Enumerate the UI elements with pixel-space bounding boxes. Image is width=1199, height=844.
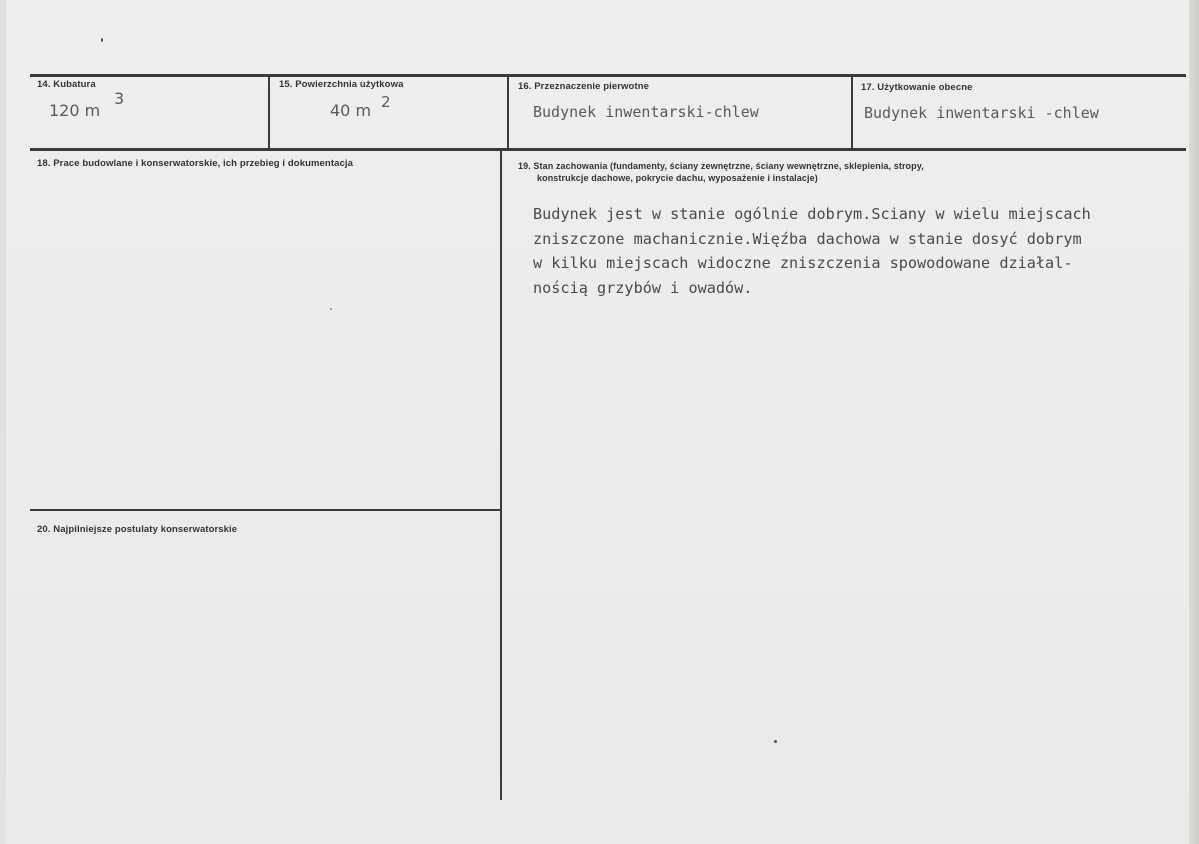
main-column-divider (500, 148, 502, 800)
field-19-text-line: Budynek jest w stanie ogólnie dobrym.Sciany w wielu miejscach (533, 205, 1091, 223)
field-19-label-line1: 19. Stan zachowania (fundamenty, ściany zewnętrzne, ściany wewnętrzne, sklepienia, stropy, (518, 161, 924, 171)
divider-16-17 (851, 74, 853, 150)
divider-14-15 (268, 74, 270, 150)
paper-speck (330, 308, 332, 310)
field-15-unit-exponent: 2 (381, 93, 391, 111)
card-left-edge (0, 0, 6, 844)
card-right-edge (1189, 0, 1199, 844)
field-19-typed-text (533, 202, 1153, 300)
field-19-text-line: w kilku miejscach widoczne zniszczenia spowodowane działal- (533, 254, 1073, 272)
field-14-label: 14. Kubatura (37, 79, 96, 90)
field-19-text-line: nością grzybów i owadów. (533, 278, 753, 297)
field-15-label: 15. Powierzchnia użytkowa (279, 79, 404, 90)
field-19-text-line: zniszczone machanicznie.Więźba dachowa w stanie dosyć dobrym (533, 229, 1082, 248)
divider-15-16 (507, 74, 509, 150)
field-15-value: 40 m (330, 101, 372, 120)
field-16-label: 16. Przeznaczenie pierwotne (518, 81, 649, 92)
fields-row-rule (30, 148, 1186, 151)
field-19-label-line2: konstrukcje dachowe, pokrycie dachu, wyposażenie i instalacje) (537, 173, 818, 183)
field-16-value: Budynek inwentarski-chlew (533, 103, 759, 121)
field-14-unit-exponent: 3 (114, 89, 125, 108)
paper-speck (101, 38, 103, 42)
field-18-label: 18. Prace budowlane i konserwatorskie, ich przebieg i dokumentacja (37, 158, 353, 169)
field-20-label: 20. Najpilniejsze postulaty konserwatorskie (37, 524, 238, 535)
field-14-value: 120 m (49, 101, 101, 120)
section-18-20-rule (30, 509, 502, 511)
field-17-value: Budynek inwentarski -chlew (864, 104, 1099, 122)
field-17-label: 17. Użytkowanie obecne (861, 82, 973, 93)
top-rule (30, 74, 1186, 77)
paper-speck (774, 740, 777, 743)
